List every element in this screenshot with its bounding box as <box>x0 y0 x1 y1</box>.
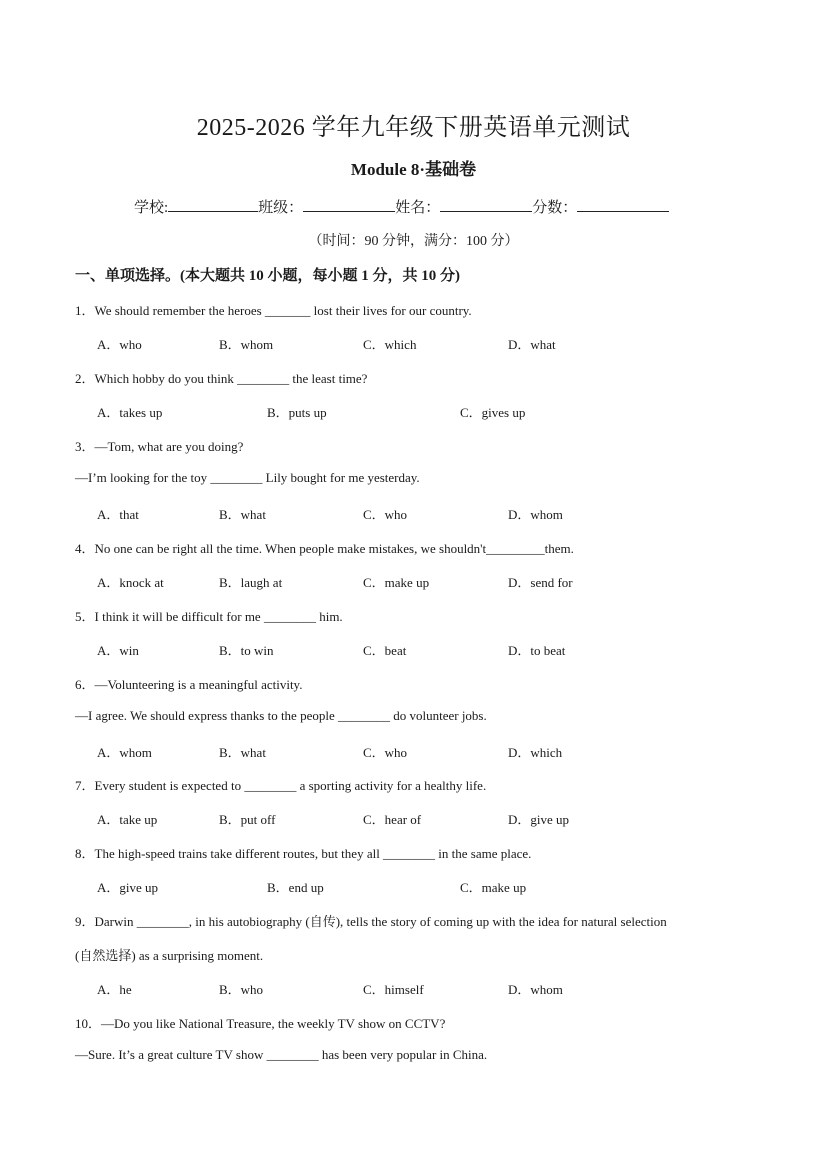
question-9-stem: 9．Darwin ________, in his autobiography (自传), tells the story of coming up with the idea for natural selection <box>75 914 667 929</box>
q9-option-a[interactable]: A．he <box>97 982 132 997</box>
q9-option-b[interactable]: B．who <box>219 982 264 997</box>
q6-option-b[interactable]: B．what <box>219 745 266 760</box>
question-3-stem: 3．—Tom, what are you doing? <box>75 439 244 454</box>
q3-option-b[interactable]: B．what <box>219 507 266 522</box>
q4-option-b[interactable]: B．laugh at <box>219 575 283 590</box>
q1-option-b[interactable]: B．whom <box>219 337 274 352</box>
q2-option-c[interactable]: C．gives up <box>460 405 526 420</box>
q8-option-b[interactable]: B．end up <box>267 880 324 895</box>
q7-option-a[interactable]: A．take up <box>97 812 158 827</box>
score-blank[interactable] <box>577 197 669 212</box>
q1-option-d[interactable]: D．what <box>508 337 556 352</box>
q3-option-c[interactable]: C．who <box>363 507 408 522</box>
question-9-stem-line2: (自然选择) as a surprising moment. <box>75 948 264 963</box>
q9-option-d[interactable]: D．whom <box>508 982 563 997</box>
q7-option-c[interactable]: C．hear of <box>363 812 422 827</box>
exam-subtitle: Module 8·基础卷 <box>350 160 477 179</box>
class-label: 班级： <box>258 200 304 216</box>
q3-option-a[interactable]: A．that <box>97 507 139 522</box>
student-info-line <box>134 196 669 217</box>
name-label: 姓名： <box>395 200 441 216</box>
q6-option-c[interactable]: C．who <box>363 745 408 760</box>
score-label: 分数： <box>532 200 578 216</box>
q4-option-d[interactable]: D．send for <box>508 575 573 590</box>
question-10-stem-line2: —Sure. It’s a great culture TV show ________ has been very popular in China. <box>75 1047 488 1062</box>
school-label: 学校: <box>134 200 169 216</box>
q7-option-d[interactable]: D．give up <box>508 812 570 827</box>
question-3-stem-line2: —I’m looking for the toy ________ Lily bought for me yesterday. <box>75 470 420 485</box>
class-blank[interactable] <box>303 197 395 212</box>
q6-option-d[interactable]: D．which <box>508 745 563 760</box>
q3-option-d[interactable]: D．whom <box>508 507 563 522</box>
time-note: （时间：90 分钟，满分：100 分） <box>308 234 519 249</box>
q1-option-c[interactable]: C．which <box>363 337 417 352</box>
q4-option-c[interactable]: C．make up <box>363 575 430 590</box>
q6-option-a[interactable]: A．whom <box>97 745 152 760</box>
question-10-stem: 10．—Do you like National Treasure, the weekly TV show on CCTV? <box>75 1016 446 1031</box>
section-title: 一、单项选择。(本大题共 10 小题，每小题 1 分，共 10 分) <box>75 268 460 284</box>
exam-title: 2025-2026 学年九年级下册英语单元测试 <box>196 115 631 141</box>
question-5-stem: 5．I think it will be difficult for me ________ him. <box>75 609 343 624</box>
question-6-stem: 6．—Volunteering is a meaningful activity. <box>75 677 303 692</box>
question-2-stem: 2．Which hobby do you think ________ the least time? <box>75 371 368 386</box>
q5-option-a[interactable]: A．win <box>97 643 139 658</box>
q5-option-d[interactable]: D．to beat <box>508 643 566 658</box>
question-1-stem: 1．We should remember the heroes _______ lost their lives for our country. <box>75 303 472 318</box>
q5-option-b[interactable]: B．to win <box>219 643 274 658</box>
q2-option-a[interactable]: A．takes up <box>97 405 163 420</box>
q4-option-a[interactable]: A．knock at <box>97 575 164 590</box>
q1-option-a[interactable]: A．who <box>97 337 142 352</box>
question-6-stem-line2: —I agree. We should express thanks to the people ________ do volunteer jobs. <box>75 708 487 723</box>
q9-option-c[interactable]: C．himself <box>363 982 424 997</box>
q8-option-c[interactable]: C．make up <box>460 880 527 895</box>
q7-option-b[interactable]: B．put off <box>219 812 276 827</box>
question-8-stem: 8．The high-speed trains take different routes, but they all ________ in the same place. <box>75 846 532 861</box>
q2-option-b[interactable]: B．puts up <box>267 405 327 420</box>
question-7-stem: 7．Every student is expected to ________ a sporting activity for a healthy life. <box>75 778 487 793</box>
q5-option-c[interactable]: C．beat <box>363 643 407 658</box>
question-4-stem: 4．No one can be right all the time. When people make mistakes, we shouldn't_________them. <box>75 541 574 556</box>
school-blank[interactable] <box>168 197 258 212</box>
q8-option-a[interactable]: A．give up <box>97 880 159 895</box>
name-blank[interactable] <box>440 197 532 212</box>
